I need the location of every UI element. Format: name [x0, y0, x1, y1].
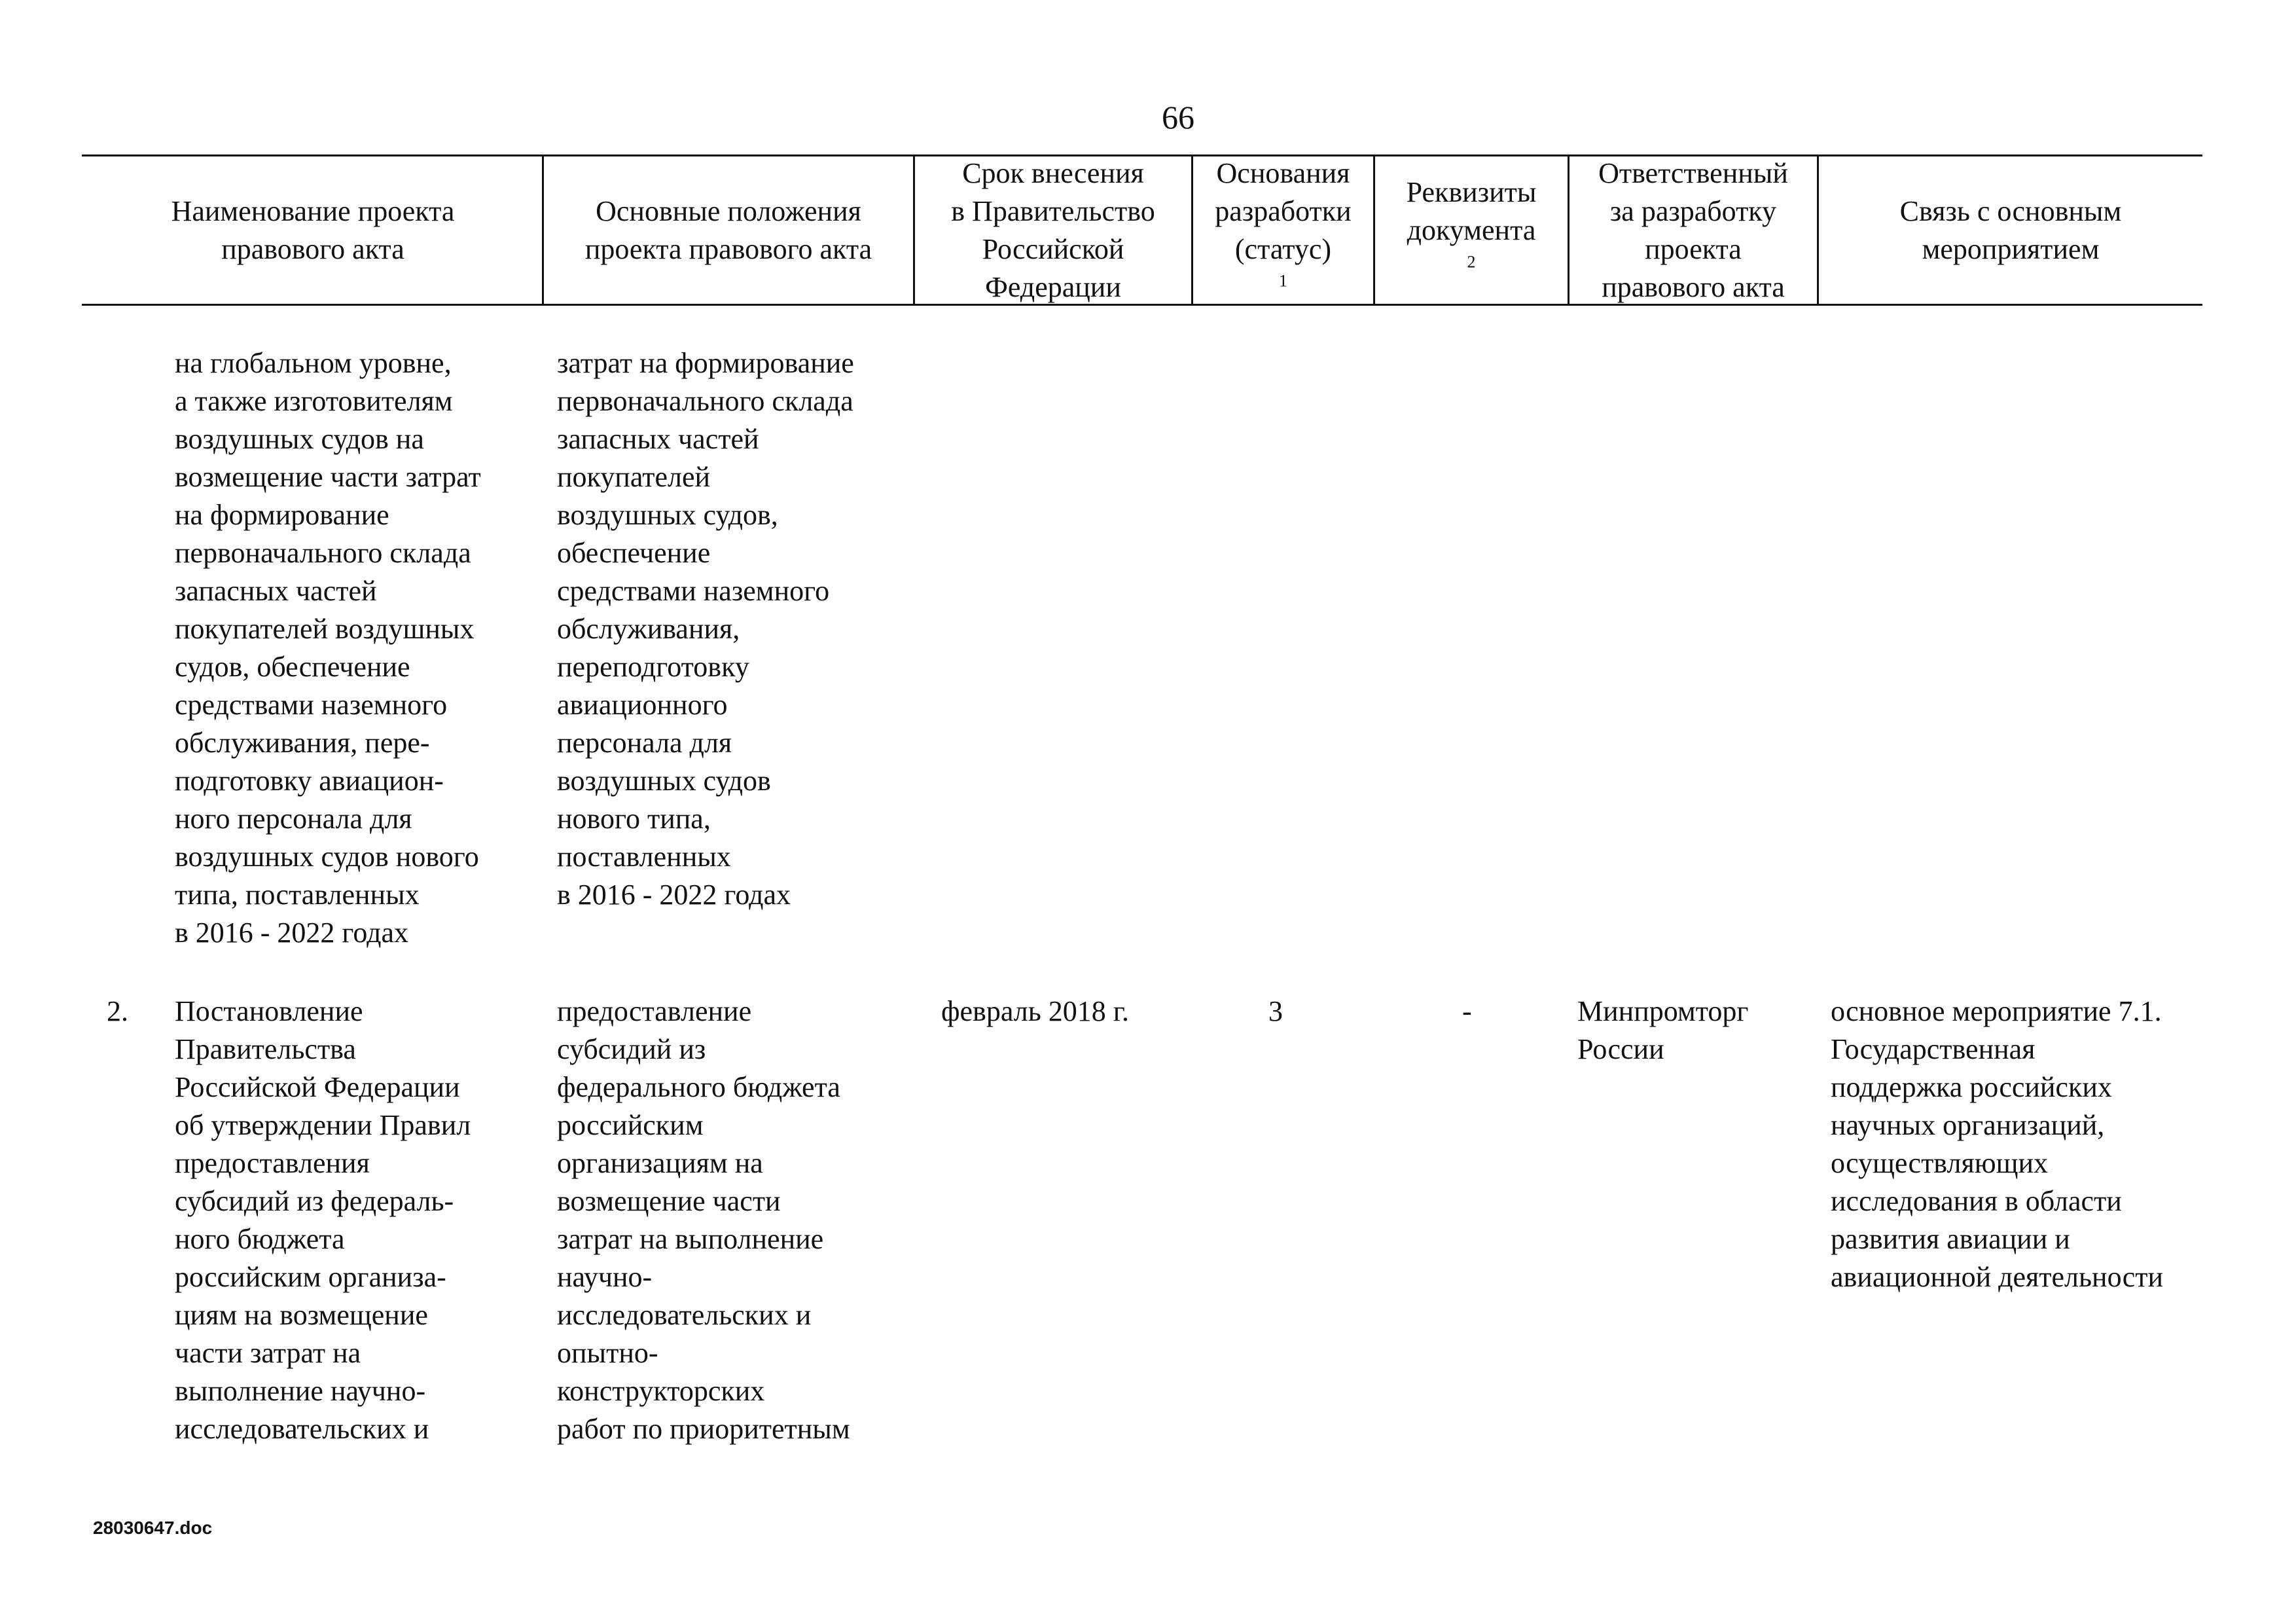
header-name: Наименование проекта правового акта [171, 194, 455, 265]
row2-link-cell: основное мероприятие 7.1. Государственная поддержка российских научных организаций, осуществляющих исследования в области развития авиации и авиационной деятельности [1831, 995, 2163, 1293]
row-number: 2. [107, 995, 128, 1027]
row2-provisions-cell: предоставление субсидий из федерального бюджета российским организациям на возмещение части затрат на выполнение научно- исследовательских и опытно- конструкторских работ по приоритетным [557, 995, 850, 1445]
row2-deadline-cell: февраль 2018 г. [941, 995, 1129, 1027]
header-basis: Основания разработки (статус) $^1$ [1215, 156, 1352, 290]
continuation-provisions-cell: затрат на формирование первоначального склада запасных частей покупателей воздушных судов, обеспечение средствами наземного обслуживания, переподготовку авиационного персонала для воздушных судов нового типа, поставленных в 2016 - 2022 годах [557, 347, 854, 911]
footnote-mark: 1 [1279, 270, 1287, 290]
footnote-mark: 2 [1467, 251, 1476, 271]
header-provisions: Основные положения проекта правового акта [584, 194, 872, 265]
row2-requisites-cell: - [1462, 995, 1472, 1027]
header-deadline: Срок внесения в Правительство Российской Федерации [951, 156, 1155, 303]
header-responsible: Ответственный за разработку проекта правового акта [1598, 156, 1788, 303]
header-requisites: Реквизиты документа $^2$ [1406, 175, 1537, 271]
row2-name-cell: Постановление Правительства Российской Федерации об утверждении Правил предоставления субсидий из федераль- ного бюджета российским организа- циям на возмещение части затрат на выполнение научно- исследовательских и [175, 995, 471, 1445]
header-link: Связь с основным мероприятием [1899, 194, 2122, 265]
row2-responsible-cell: Минпромторг России [1577, 995, 1749, 1065]
row2-basis-cell: 3 [1268, 995, 1283, 1027]
page-number: 66 [1162, 99, 1194, 136]
footer-code: 28030647.doc [93, 1518, 213, 1538]
continuation-name-cell: на глобальном уровне, а также изготовителям воздушных судов на возмещение части затрат на формирование первоначального склада запасных частей покупателей воздушных судов, обеспечение средствами наземного обслуживания, пере- подготовку авиацион- ного персонала для воздушных судов нового типа, поставленных в 2016 - 2022 годах [175, 347, 481, 949]
